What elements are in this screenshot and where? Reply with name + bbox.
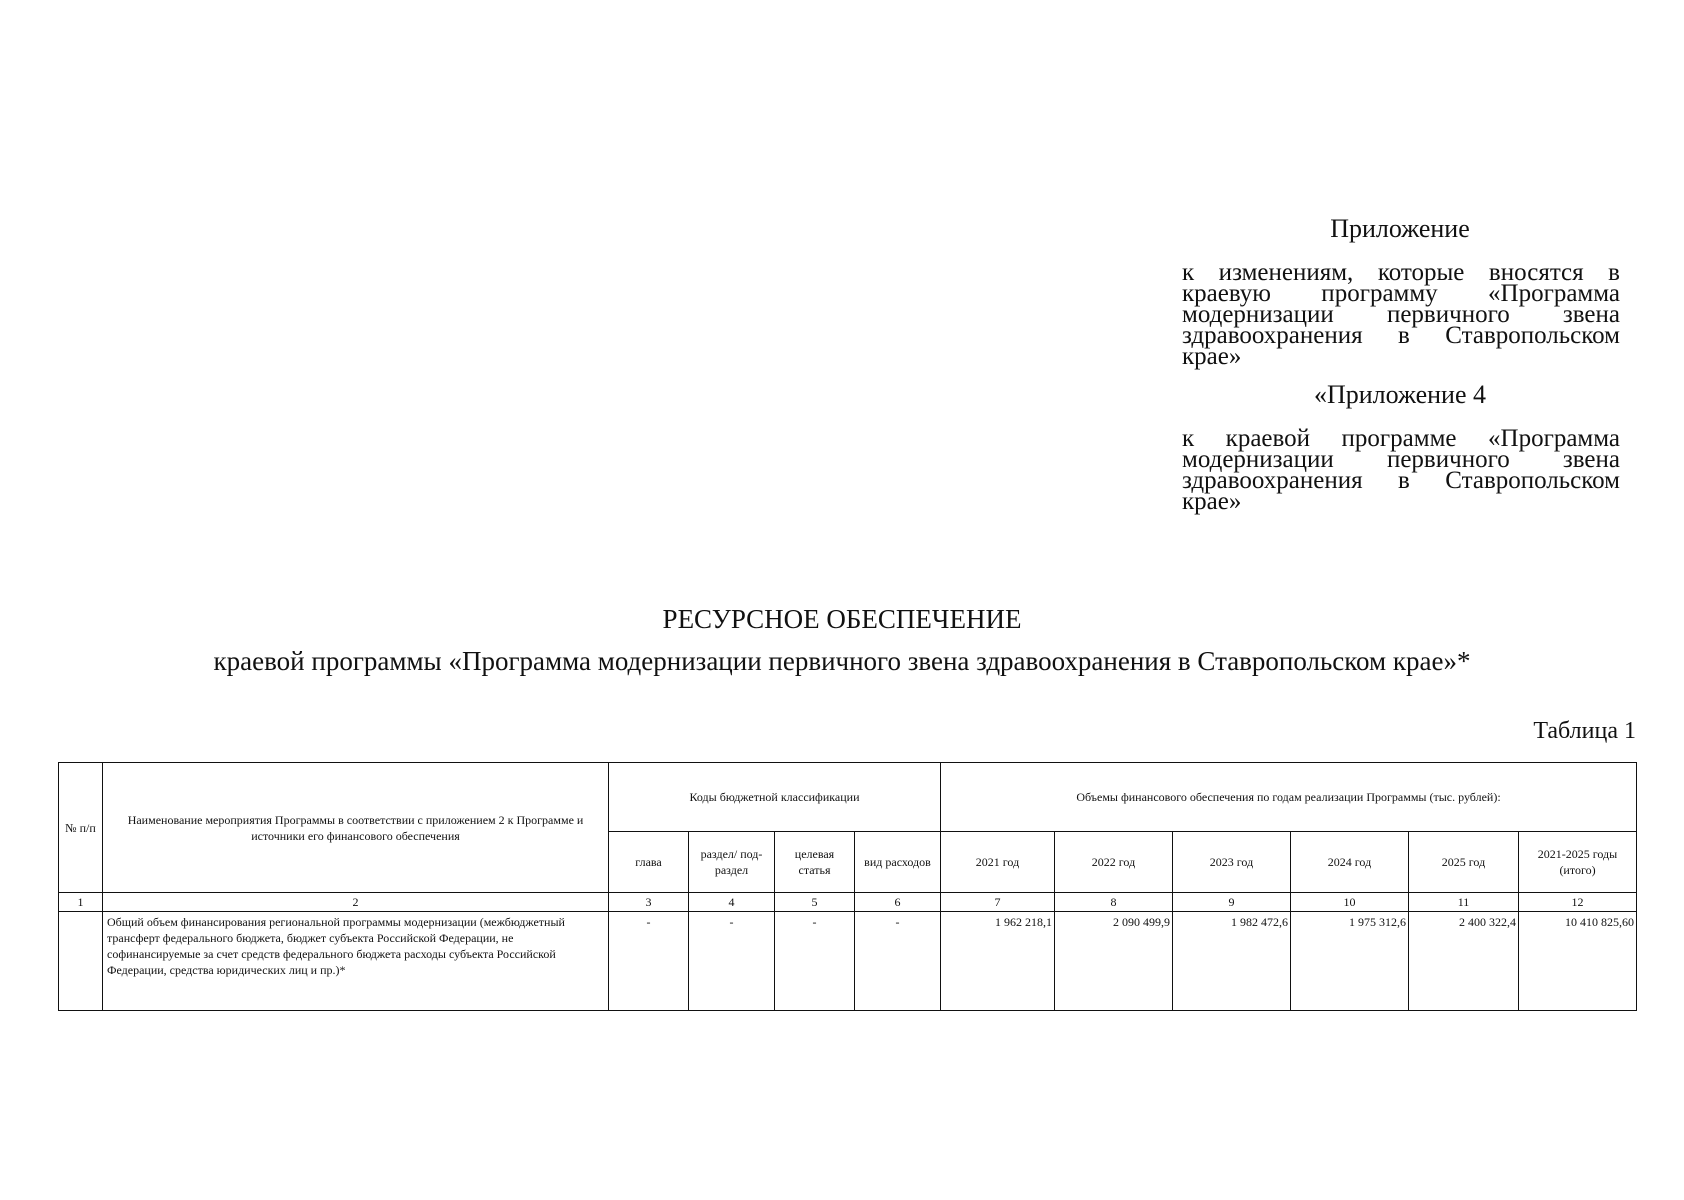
- row-code-chapter: -: [609, 912, 689, 1011]
- header-year-2021: 2021 год: [941, 832, 1055, 893]
- header-code-chapter: глава: [609, 832, 689, 893]
- column-number: 7: [941, 893, 1055, 912]
- row-value-2022: 2 090 499,9: [1055, 912, 1173, 1011]
- header-code-expense-type: вид расходов: [855, 832, 941, 893]
- annex-text: к изменениям, которые вносятся в краевую программу «Программа модернизации первичного звена здравоохранения в Ставропольском крае»: [1182, 259, 1620, 370]
- row-value-2023: 1 982 472,6: [1173, 912, 1291, 1011]
- row-value-2025: 2 400 322,4: [1409, 912, 1519, 1011]
- header-volumes-group: Объемы финансового обеспечения по годам реализации Программы (тыс. рублей):: [941, 763, 1637, 832]
- header-code-article: целевая статья: [775, 832, 855, 893]
- resource-table: [58, 762, 1637, 1011]
- column-number: 12: [1519, 893, 1637, 912]
- header-year-2025: 2025 год: [1409, 832, 1519, 893]
- header-name: Наименование мероприятия Программы в соответствии с приложением 2 к Программе и источники его финансового обеспечения: [103, 763, 609, 893]
- column-number: 3: [609, 893, 689, 912]
- table-row: [59, 912, 1637, 1011]
- row-value-2024: 1 975 312,6: [1291, 912, 1409, 1011]
- row-value-2021: 1 962 218,1: [941, 912, 1055, 1011]
- column-number: 10: [1291, 893, 1409, 912]
- annex-4-text: к краевой программе «Программа модернизации первичного звена здравоохранения в Ставропольском крае»: [1182, 425, 1620, 515]
- header-row-1: [59, 763, 1637, 832]
- row-code-expense-type: -: [855, 912, 941, 1011]
- column-number: 1: [59, 893, 103, 912]
- row-code-section: -: [689, 912, 775, 1011]
- annex-title: Приложение: [1330, 214, 1470, 243]
- column-number: 5: [775, 893, 855, 912]
- header-code-section: раздел/ под-раздел: [689, 832, 775, 893]
- column-numbers-row: [59, 893, 1637, 912]
- row-value-total: 10 410 825,60: [1519, 912, 1637, 1011]
- header-year-2024: 2024 год: [1291, 832, 1409, 893]
- annex-4-title: «Приложение 4: [1313, 380, 1487, 409]
- column-number: 11: [1409, 893, 1519, 912]
- header-num: № п/п: [59, 763, 103, 893]
- document-subtitle: краевой программы «Программа модернизации первичного звена здравоохранения в Ставропольском крае»*: [213, 646, 1471, 676]
- header-year-2023: 2023 год: [1173, 832, 1291, 893]
- row-code-article: -: [775, 912, 855, 1011]
- header-total: 2021-2025 годы (итого): [1519, 832, 1637, 893]
- row-num: [59, 912, 103, 1011]
- header-codes-group: Коды бюджетной классификации: [609, 763, 941, 832]
- table-caption: Таблица 1: [1533, 718, 1636, 744]
- header-year-2022: 2022 год: [1055, 832, 1173, 893]
- column-number: 8: [1055, 893, 1173, 912]
- column-number: 6: [855, 893, 941, 912]
- document-title: РЕСУРСНОЕ ОБЕСПЕЧЕНИЕ: [662, 604, 1022, 634]
- row-name: Общий объем финансирования региональной программы модернизации (межбюджетный трансферт федерального бюджета, бюджет субъекта Российской Федерации, не софинансируемые за счет средств федерального бюджета расходы субъекта Российской Федерации, средства юридических лиц и пр.)*: [103, 912, 609, 1011]
- column-number: 4: [689, 893, 775, 912]
- column-number: 2: [103, 893, 609, 912]
- column-number: 9: [1173, 893, 1291, 912]
